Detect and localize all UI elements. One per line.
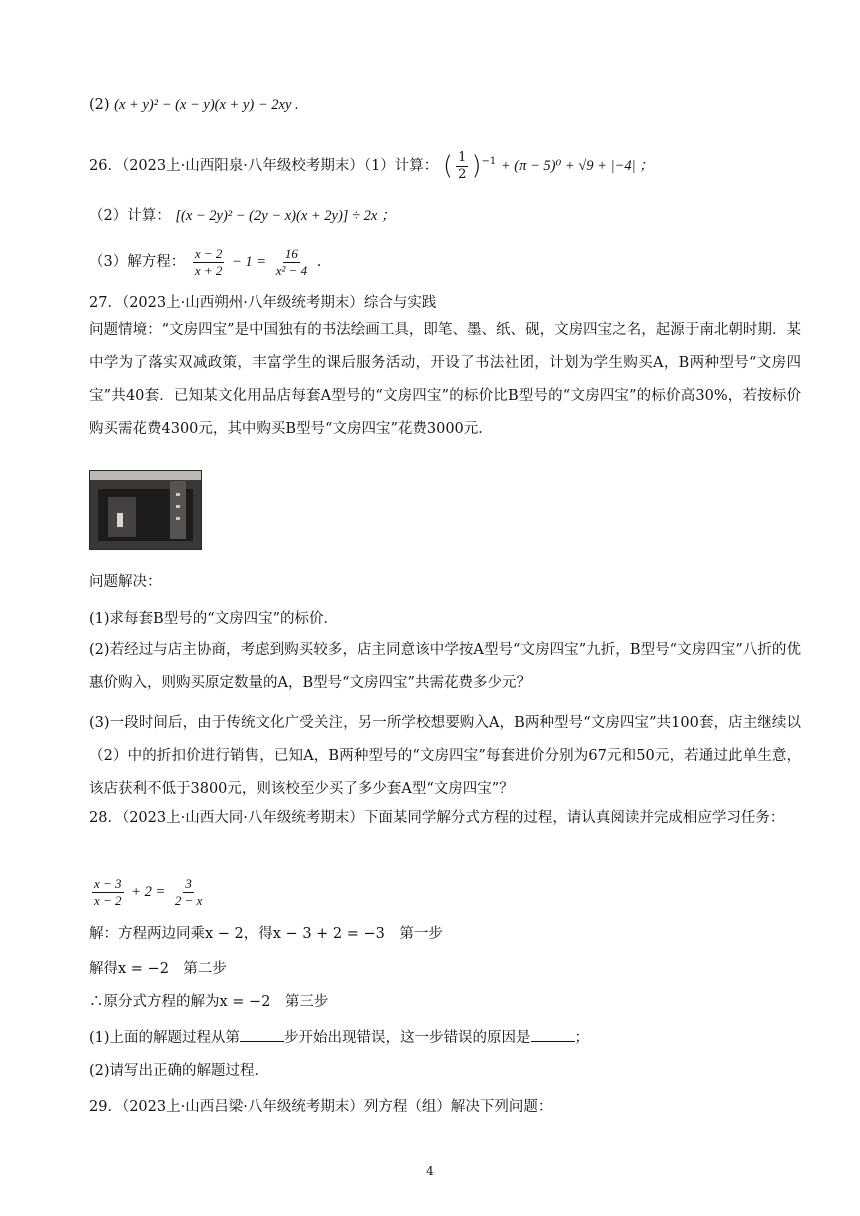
q28-header: 28．（2023上·山西大同·八年级统考期末）下面某同学解分式方程的过程，请认真阅读并完成相应学习任务： xyxy=(89,810,785,826)
q29-header: 29．（2023上·山西吕梁·八年级统考期末）列方程（组）解决下列问题： xyxy=(89,1099,553,1115)
q26-part2: （2）计算： [(x − 2y)² − (2y − x)(x + 2y)] ÷ 2x ； xyxy=(89,208,396,224)
q26-part2-expression: [(x − 2y)² − (2y − x)(x + 2y)] ÷ 2x ； xyxy=(175,208,396,224)
q27-situation: 问题情境：“文房四宝”是中国独有的书法绘画工具，即笔、墨、纸、砚，文房四宝之名，起源于南北朝时期．某中学为了落实双减政策，丰富学生的课后服务活动，开设了书法社团，计划为学生购买A，B两种型号“文房四宝”共40套．已知某文化用品店每套A型号的“文房四宝”的标价比B型号的“文房四宝”的标价高30%，若按标价购买需花费4300元，其中购买B型号“文房四宝”花费3000元． xyxy=(89,322,801,437)
q28-step2: 解得x = −2 第二步 xyxy=(89,961,227,977)
page-number: 4 xyxy=(426,1164,434,1178)
q27-header: 27．（2023上·山西朔州·八年级统考期末）综合与实践 xyxy=(89,295,437,311)
four-treasures-photo xyxy=(89,470,202,550)
q28-fraction-right: $\frac{3}{2 - x}$ xyxy=(174,875,203,908)
q28-step1: 解：方程两边同乘x − 2，得x − 3 + 2 = −3 第一步 xyxy=(89,926,443,942)
q28-step3: ∴原分式方程的解为x = −2 第三步 xyxy=(89,994,329,1010)
q27-sub1: (1)求每套B型号的“文房四宝”的标价． xyxy=(89,611,339,627)
q28-task1: (1)上面的解题过程从第 步开始出现错误，这一步错误的原因是 ； xyxy=(89,1025,800,1049)
q25-part2: (2) (x + y)² − (x − y)(x + y) − 2xy . xyxy=(89,97,299,113)
q27-solve-label: 问题解决： xyxy=(89,574,162,590)
q27-sub3: (3)一段时间后，由于传统文化广受关注，另一所学校想要购入A，B两种型号“文房四宝”共100套，店主继续以（2）中的折扣价进行销售，已知A，B两种型号的“文房四宝”每套进价分别为67元和50元，若通过此单生意，该店获利不低于3800元，则该校至少买了多少套A型“文房四宝”？ xyxy=(89,715,801,797)
q27-sub2: (2)若经过与店主协商，考虑到购买较多，店主同意该中学按A型号“文房四宝”九折，B型号“文房四宝”八折的优惠价购入，则购买原定数量的A，B型号“文房四宝”共需花费多少元？ xyxy=(89,642,801,691)
answer-blank-reason[interactable] xyxy=(531,1025,575,1042)
q26-header: 26．（2023上·山西阳泉·八年级校考期末）（1）计算： ( $\frac{1}{2}$ )$^{-1}$ + (π − 5)⁰ + √9 + |−4| ； xyxy=(89,149,654,182)
q28-task2: (2)请写出正确的解题过程． xyxy=(89,1063,270,1079)
q26-part3: （3）解方程： $\frac{x - 2}{x + 2}$ − 1 = $\frac{16}{\text{x² − 4}}$ . xyxy=(89,245,322,278)
q28-fraction-left: $\frac{x - 3}{x - 2}$ xyxy=(94,875,122,908)
answer-blank-step[interactable] xyxy=(240,1025,284,1042)
q26-part1-expression: + (π − 5)⁰ + √9 + |−4| ； xyxy=(500,158,654,174)
q28-equation: $\frac{x - 3}{x - 2}$ + 2 = $\frac{3}{2 - x}$ xyxy=(94,875,203,908)
q26-fraction-left: $\frac{x - 2}{x + 2}$ xyxy=(194,245,223,278)
one-half-fraction: $\frac{1}{2}$ xyxy=(458,149,467,182)
q26-fraction-right: $\frac{16}{\text{x² − 4}}$ xyxy=(275,245,308,278)
q25-part2-expression: (x + y)² − (x − y)(x + y) − 2xy . xyxy=(114,97,299,113)
